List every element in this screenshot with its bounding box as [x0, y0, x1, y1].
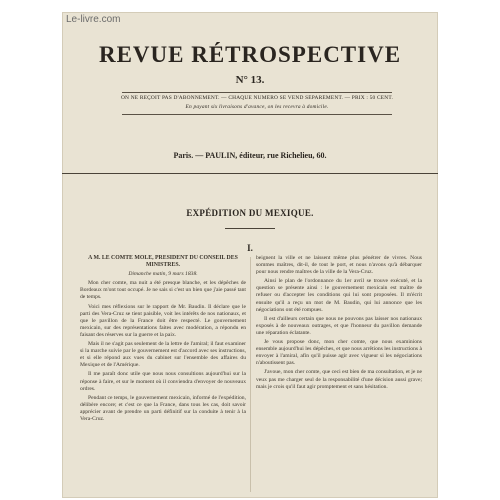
rule-bottom	[122, 114, 392, 115]
paragraph: Il me paraît donc utile que nous nous consultions aujourd'hui sur la réponse à faire, et sur le moment où il conviendra d'envoyer de nouveaux ordres.	[80, 371, 246, 392]
paragraph: Ainsi le plan de l'ordonnance du 1er avril se trouve exécuté, et la question se présente ainsi : le gouvernement mexicain est maître de refuser ou d'accepter les conditions qui lui sont proposées. Il m'écrit ensuite qu'il a reçu un mot de M. Baudin, qui lui annonce que les négociations ont été rompues.	[256, 278, 422, 313]
paragraph: beignent la ville et ne laissent même plus pénétrer de vivres. Nous sommes maîtres, dit-il, de tout le port, et nous n'avons qu'à débarquer pour nous rendre maîtres de la ville de la Vera-Cruz.	[256, 255, 422, 276]
letter-address: A M. LE COMTE MOLÉ, PRÉSIDENT DU CONSEIL DES MINISTRES.	[88, 255, 238, 269]
document-page	[62, 12, 438, 498]
paragraph: Je vous propose donc, mon cher comte, que nous examinions ensemble aujourd'hui les dépêches, et que nous arrêtions les instructions à envoyer à l'amiral, afin qu'il puisse agir avec vigueur si les négociations n'aboutissent pas.	[256, 339, 422, 367]
paragraph: J'avoue, mon cher comte, que ceci est bien de ma consultation, et je ne veux pas me charger seul de la responsabilité d'une décision aussi grave; mais je crois qu'il faut agir promptement et sans hésitation.	[256, 369, 422, 390]
subscription-line: ON NE REÇOIT PAS D'ABONNEMENT. — CHAQUE NUMÉRO SE VEND SÉPARÉMENT. — PRIX : 50 CENT.	[120, 95, 394, 101]
left-column	[80, 255, 246, 495]
paragraph: Il est d'ailleurs certain que nous ne pouvons pas laisser nos nationaux exposés à de nouveaux outrages, et que l'honneur du pavillon demande une réparation éclatante.	[256, 315, 422, 336]
issue-number: N° 13.	[235, 74, 265, 86]
right-column	[256, 255, 422, 495]
publisher-line: Paris. — PAULIN, éditeur, rue Richelieu, 60.	[173, 151, 327, 160]
column-gutter	[250, 257, 251, 492]
section-number: I.	[247, 243, 253, 253]
header-divider	[62, 173, 438, 174]
paragraph: Pendant ce temps, le gouvernement mexicain, informé de l'expédition, délibère encore; et c'est ce que la France, dans tous les cas, doit savoir apprécier avant de prendre un parti définitif sur la conduite à tenir à la Vera-Cruz.	[80, 394, 246, 422]
paragraph: Voici mes réflexions sur le rapport de Mr. Baudin. Il déclare que le parti des Vera-Cruz se tient paisible, voit les intérêts de nos nationaux, et que le pavillon de la France doit être respecté. Le gouvernement mexicain, sur des représentations faites avec modération, a répondu en faisant des réserves sur la guerre et la paix.	[80, 303, 246, 338]
paragraph: Mais il ne s'agit pas seulement de la lettre de l'amiral; il faut examiner si la marche suivie par le gouvernement est d'accord avec ses instructions, et si elle répond aux vues du cabinet sur l'ensemble des affaires du Mexique et de l'Amérique.	[80, 341, 246, 369]
title-rule	[225, 228, 275, 229]
journal-masthead: REVUE RÉTROSPECTIVE	[98, 42, 402, 67]
watermark: Le-livre.com	[66, 14, 121, 25]
letter-date: Dimanche matin, 9 mars 1838.	[128, 271, 198, 278]
paragraph: Mon cher comte, ma nuit a été presque blanche, et les dépêches de Bordeaux m'ont tout occupé. Je ne sais si c'est un bien que j'aie passé tant de temps.	[80, 280, 246, 301]
article-title: EXPÉDITION DU MEXIQUE.	[186, 208, 314, 218]
rule-top	[122, 92, 392, 93]
subscription-note: En payant six livraisons d'avance, on les recevra à domicile.	[185, 104, 329, 110]
